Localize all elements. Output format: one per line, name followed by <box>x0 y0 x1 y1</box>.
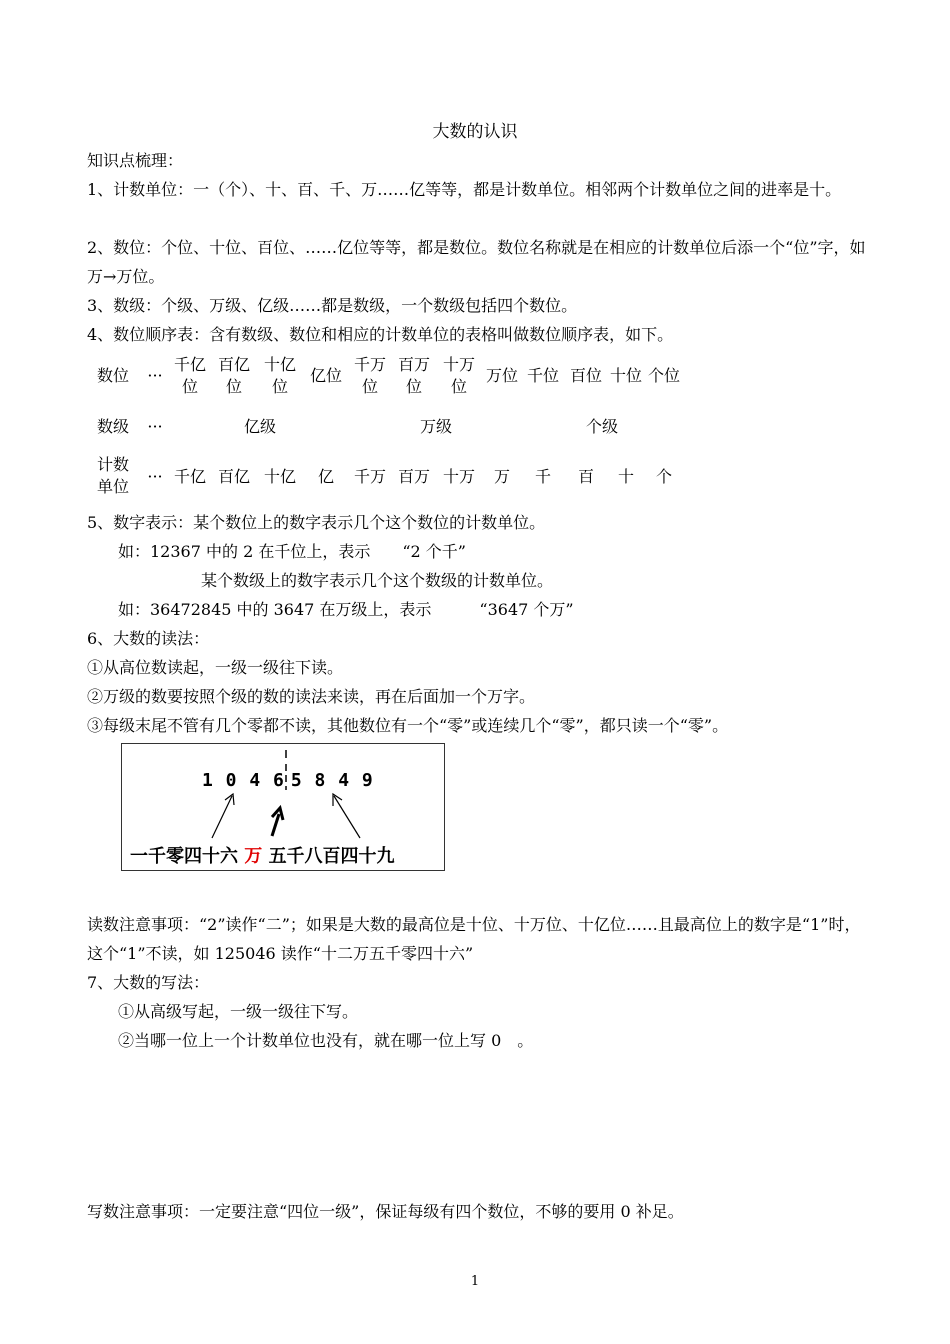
digits-wan-period: 1 0 4 6 <box>202 770 285 791</box>
unit-cell: 个 <box>655 467 672 486</box>
number-reading <box>130 842 395 868</box>
period-wan: 万级 <box>419 417 452 436</box>
unit-cell: 百 <box>577 467 594 486</box>
ellipsis: ··· <box>147 417 163 436</box>
place-cell: 十万 位 <box>442 355 475 396</box>
place-cell: 百位 <box>569 366 602 385</box>
unit-cell: 十亿 <box>263 467 296 486</box>
place-cell: 万位 <box>485 366 518 385</box>
arrow-right <box>334 796 360 838</box>
reading-rule-2: ②万级的数要按照个级的数的读法来读，再在后面加一个万字。 <box>87 687 536 706</box>
reading-rule-3: ③每级末尾不管有几个零都不读，其他数位有一个“零”或连续几个“零”，都只读一个“零”。 <box>87 716 729 735</box>
unit-cell: 千亿 <box>173 467 206 486</box>
unit-cell: 十 <box>617 467 634 486</box>
place-cell: 百亿 位 <box>217 355 250 396</box>
period-yi: 亿级 <box>243 417 276 436</box>
row-label-units: 计数 单位 <box>96 455 129 496</box>
row-label-places: 数位 <box>96 366 129 385</box>
unit-cell: 千 <box>534 467 551 486</box>
reading-wan-char: 万 <box>244 846 263 867</box>
row-label-periods: 数级 <box>96 417 129 436</box>
place-cell: 百万 位 <box>397 355 430 396</box>
ellipsis: ··· <box>147 467 163 486</box>
unit-cell: 千万 <box>353 467 386 486</box>
unit-cell: 百万 <box>397 467 430 486</box>
reading-note: 读数注意事项：“2”读作“二”；如果是大数的最高位是十位、十万位、十亿位……且最高位上的数字是“1”时，这个“1”不读，如 125046 读作“十二万五千零四十六” <box>87 915 861 963</box>
place-cell: 亿位 <box>309 366 342 385</box>
place-cell: 千万 位 <box>353 355 386 396</box>
section-heading: 知识点梳理： <box>87 151 184 170</box>
place-cell: 十亿 位 <box>263 355 296 396</box>
reading-example-figure <box>121 743 445 871</box>
place-cell: 十位 <box>609 366 642 385</box>
period-ge: 个级 <box>585 417 618 436</box>
arrow-left <box>212 796 232 838</box>
arrow-left-head <box>225 794 234 805</box>
paragraph-reading: 6、大数的读法： <box>87 629 210 648</box>
paragraph-digit-meaning: 5、数字表示：某个数位上的数字表示几个这个数位的计数单位。 <box>87 513 546 532</box>
place-cell: 千亿 位 <box>173 355 206 396</box>
reading-ge-part: 五千八百四十九 <box>268 846 395 867</box>
place-cell: 个位 <box>647 366 680 385</box>
paragraph-places: 2、数位：个位、十位、百位、……亿位等等，都是数位。数位名称就是在相应的计数单位后添一个“位”字，如 万→万位。 <box>87 238 882 286</box>
paragraph-counting-units: 1、计数单位：一（个）、十、百、千、万……亿等等，都是计数单位。相邻两个计数单位之间的进率是十。 <box>87 180 842 199</box>
writing-note: 写数注意事项：一定要注意“四位一级”，保证每级有四个数位，不够的要用 0 补足。 <box>87 1202 684 1221</box>
ellipsis: ··· <box>147 366 163 385</box>
reading-rule-1: ①从高位数读起，一级一级往下读。 <box>87 658 344 677</box>
digits-ge-period: 5 8 4 9 <box>290 770 374 791</box>
place-cell: 千位 <box>526 366 559 385</box>
unit-cell: 十万 <box>442 467 475 486</box>
rule-period-digit: 某个数级上的数字表示几个这个数级的计数单位。 <box>201 571 554 590</box>
example-2: 如：36472845 中的 3647 在万级上，表示 “3647 个万” <box>118 600 574 619</box>
paragraph-periods: 3、数级：个级、万级、亿级……都是数级，一个数级包括四个数位。 <box>87 296 578 315</box>
paragraph-place-table: 4、数位顺序表：含有数级、数位和相应的计数单位的表格叫做数位顺序表，如下。 <box>87 325 674 344</box>
reading-wan-part: 一千零四十六 <box>130 846 238 867</box>
writing-rule-1: ①从高级写起，一级一级往下写。 <box>118 1002 359 1021</box>
unit-cell: 百亿 <box>217 467 250 486</box>
unit-cell: 万 <box>493 467 510 486</box>
page-number: 1 <box>470 1274 480 1289</box>
example-1: 如：12367 中的 2 在千位上，表示 “2 个千” <box>118 542 466 561</box>
page-title: 大数的认识 <box>432 122 518 142</box>
paragraph-writing: 7、大数的写法： <box>87 973 210 992</box>
writing-rule-2: ②当哪一位上一个计数单位也没有，就在哪一位上写 0 。 <box>118 1031 534 1050</box>
unit-cell: 亿 <box>317 467 334 486</box>
